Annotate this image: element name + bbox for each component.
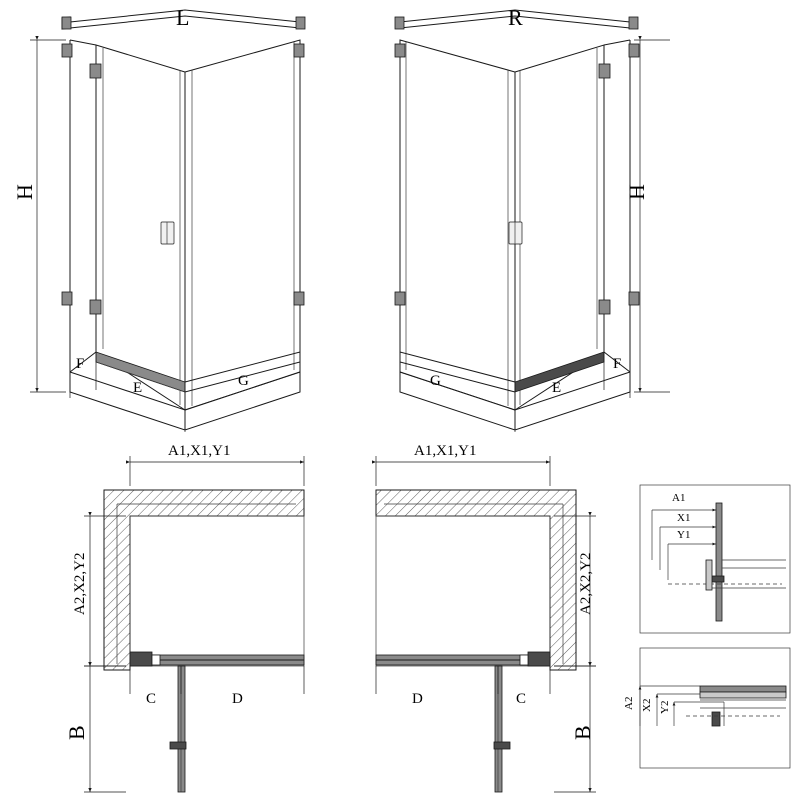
label-A2X2Y2-right: A2,X2,Y2	[578, 552, 594, 615]
label-A2-detail: A2	[623, 696, 635, 710]
label-X1-detail: X1	[677, 512, 691, 524]
label-handing-R: R	[508, 5, 523, 30]
elevation-left-view	[12, 5, 305, 432]
elevation-right-view	[395, 5, 670, 432]
label-D-right: D	[412, 691, 423, 707]
label-Y2-detail: Y2	[659, 700, 671, 714]
label-G-right: G	[430, 373, 441, 389]
door-handle-left	[161, 222, 174, 244]
label-H-right: H	[624, 184, 649, 200]
plan-right-view	[376, 443, 596, 792]
plan-left-view	[64, 443, 304, 792]
label-A2X2Y2-left: A2,X2,Y2	[72, 552, 88, 615]
door-handle-right	[509, 222, 522, 244]
label-C-right: C	[516, 691, 527, 707]
label-Y1-detail: Y1	[677, 529, 691, 541]
label-C-left: C	[146, 691, 157, 707]
label-E-right: E	[552, 380, 562, 396]
label-D-left: D	[232, 691, 243, 707]
label-G-left: G	[238, 373, 249, 389]
detail-horizontal-measures	[640, 485, 790, 633]
label-F-left: F	[76, 356, 85, 372]
label-handing-L: L	[176, 5, 190, 30]
label-X2-detail: X2	[641, 698, 653, 712]
label-A1X1Y1-left: A1,X1,Y1	[168, 443, 231, 459]
label-E-left: E	[133, 380, 143, 396]
detail-vertical-measures	[623, 648, 790, 768]
label-B-left: B	[64, 725, 89, 740]
label-A1-detail: A1	[672, 492, 686, 504]
label-H-left: H	[12, 184, 37, 200]
label-B-right: B	[570, 725, 595, 740]
label-A1X1Y1-right: A1,X1,Y1	[414, 443, 477, 459]
label-F-right: F	[613, 356, 622, 372]
